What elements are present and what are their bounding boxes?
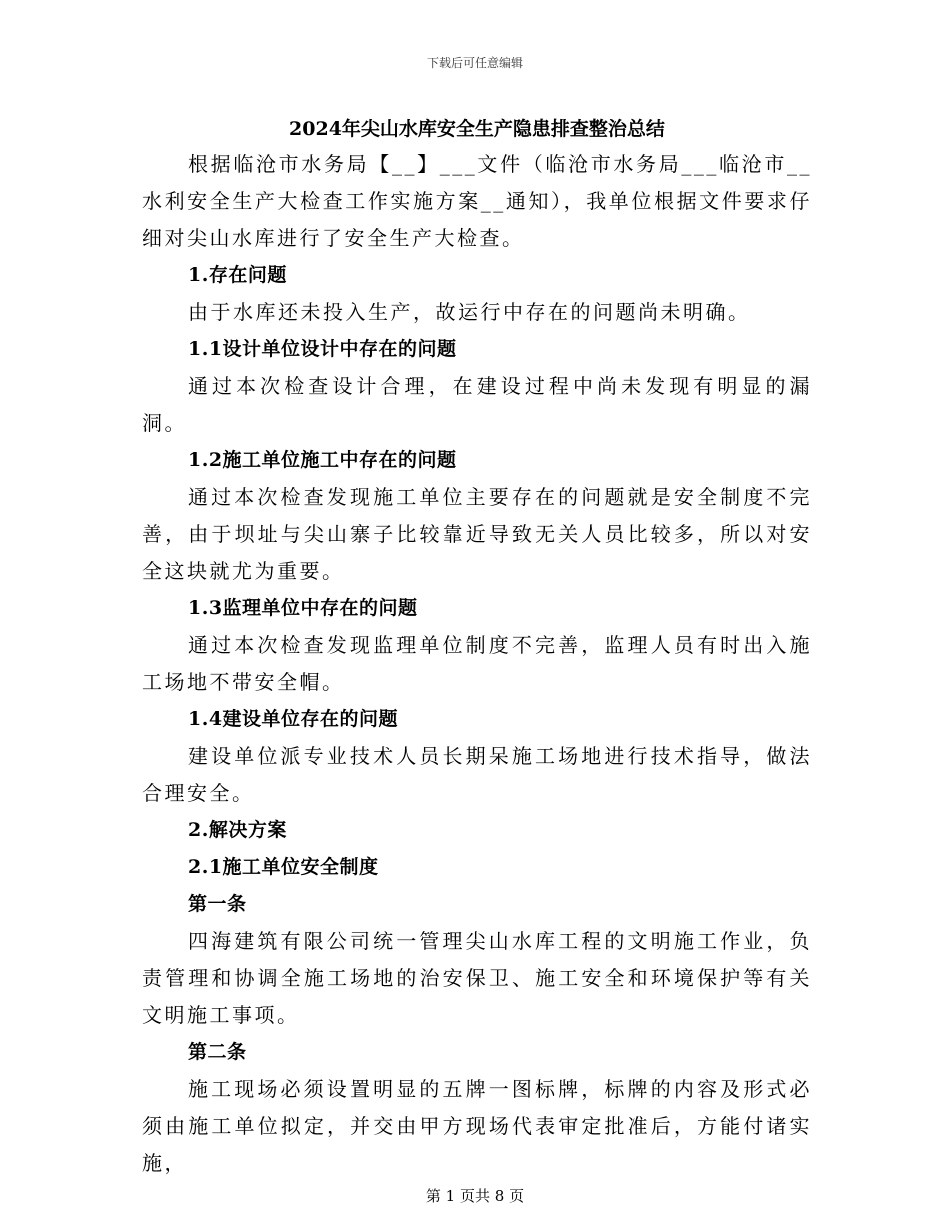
section-heading-1-2: 1.2施工单位施工中存在的问题 xyxy=(188,449,457,471)
page-footer: 第 1 页共 8 页 xyxy=(425,1187,525,1205)
document-title: 2024年尖山水库安全生产隐患排查整治总结 xyxy=(289,118,665,140)
section-text-1-2: 通过本次检查发现施工单位主要存在的问题就是安全制度不完善，由于坝址与尖山寨子比较靠近导致无关人员比较多，所以对安全这块就尤为重要。 xyxy=(142,485,812,583)
article-heading-1: 第一条 xyxy=(188,893,247,915)
article-text-1: 四海建筑有限公司统一管理尖山水库工程的文明施工作业，负责管理和协调全施工场地的治安保卫、施工安全和环境保护等有关文明施工事项。 xyxy=(142,929,812,1027)
section-text-1: 由于水库还未投入生产，故运行中存在的问题尚未明确。 xyxy=(188,300,751,324)
document-body xyxy=(142,112,812,1182)
section-heading-2-1: 2.1施工单位安全制度 xyxy=(188,856,379,878)
section-heading-2: 2.解决方案 xyxy=(188,819,287,841)
article-heading-2: 第二条 xyxy=(188,1041,247,1063)
section-heading-1-3: 1.3监理单位中存在的问题 xyxy=(188,597,418,619)
page-header: 下载后可任意编辑 xyxy=(426,56,523,70)
section-text-1-1: 通过本次检查设计合理，在建设过程中尚未发现有明显的漏洞。 xyxy=(142,374,812,435)
article-text-2: 施工现场必须设置明显的五牌一图标牌，标牌的内容及形式必须由施工单位拟定，并交由甲方现场代表审定批准后，方能付诸实施， xyxy=(142,1077,812,1175)
section-heading-1-4: 1.4建设单位存在的问题 xyxy=(188,708,399,730)
section-heading-1: 1.存在问题 xyxy=(188,264,287,286)
section-text-1-3: 通过本次检查发现监理单位制度不完善，监理人员有时出入施工场地不带安全帽。 xyxy=(142,633,812,694)
section-text-1-4: 建设单位派专业技术人员长期呆施工场地进行技术指导，做法合理安全。 xyxy=(142,744,812,805)
section-heading-1-1: 1.1设计单位设计中存在的问题 xyxy=(188,338,457,360)
intro-paragraph: 根据临沧市水务局【__】___文件（临沧市水务局___临沧市__水利安全生产大检查工作实施方案__通知），我单位根据文件要求仔细对尖山水库进行了安全生产大检查。 xyxy=(142,152,812,250)
